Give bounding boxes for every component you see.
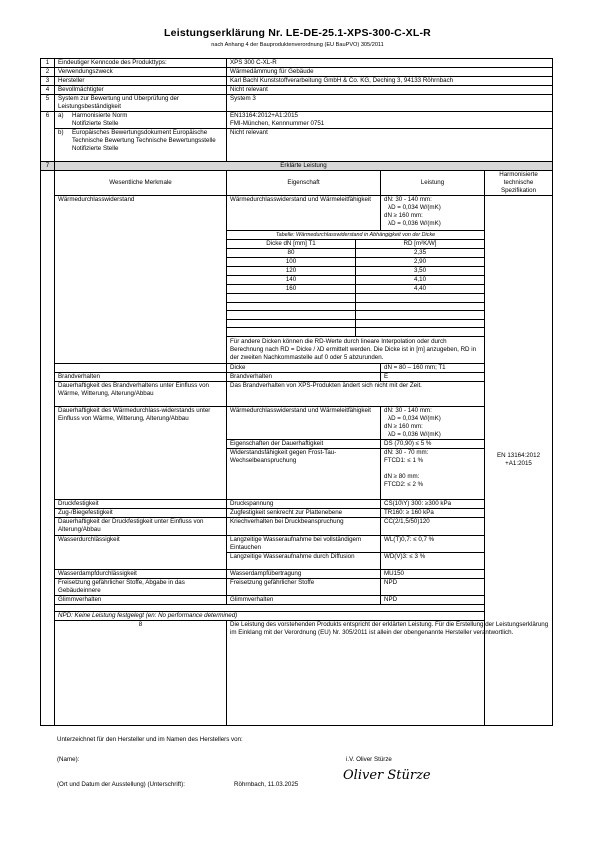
ead-value: Nicht relevant (227, 129, 553, 162)
empty-cell (356, 328, 485, 337)
thickness-label: Dicke (227, 363, 381, 372)
resistance-cell: 2,35 (356, 249, 485, 258)
column-headers (41, 171, 553, 196)
durability-property: Wärmedurchlasswiderstand und Wärmeleitfähigkeit (227, 406, 381, 439)
empty-cell (356, 294, 485, 303)
durability-feature: Dauerhaftigkeit des Wärmedurchlass-widerstands unter Einfluss von Wärme, Witterung, Alterung/Abbau (55, 406, 227, 499)
row-6a (41, 112, 553, 129)
durability-characteristics-value: DS (70,90) ≤ 5 % (381, 439, 485, 448)
thickness-value: dN = 80 – 160 mm; T1 (381, 363, 485, 372)
property: Langzeitige Wasseraufnahme durch Diffusion (227, 552, 381, 569)
row-number: 8 (55, 620, 227, 725)
feature: Glimmverhalten (55, 595, 227, 604)
harmonised-norm-label: Harmonisierte Norm (72, 112, 128, 119)
row-label: Hersteller (55, 77, 227, 86)
feature: Druckfestigkeit (55, 499, 227, 508)
freeze-thaw-value: dN: 30 - 70 mm: FTCD1: ≤ 1 % dN ≥ 80 mm: FTCD2: ≤ 2 % (381, 448, 485, 499)
resistance-cell: 2,90 (356, 258, 485, 267)
row-label: Verwendungszweck (55, 68, 227, 77)
row-value: XPS 300 C-XL-R (227, 59, 553, 68)
row-number: 1 (41, 59, 55, 68)
thermal-feature: Wärmedurchlasswiderstand (55, 196, 227, 364)
thermal-subtable-cell (227, 231, 485, 364)
fire-feature: Brandverhalten (55, 372, 227, 381)
empty-cell (356, 311, 485, 320)
row-value: System 3 (227, 95, 553, 112)
place-date-value: Röhrnbach, 11.03.2025 (234, 781, 299, 788)
npd-note: NPD: Keine Leistung festgelegt (en: No performance determined) (55, 611, 553, 620)
resistance-cell: 3,50 (356, 267, 485, 276)
value: TR160: ≥ 160 kPa (381, 508, 485, 517)
row-number: 7 (41, 162, 55, 171)
row-2 (41, 68, 553, 77)
place-date-label: (Ort und Datum der Ausstellung) (Unterschrift): (57, 781, 185, 788)
smoulder-row (41, 595, 553, 604)
thickness-cell: 80 (227, 249, 356, 258)
thickness-col-header: Dicke dN [mm] T1 (227, 240, 356, 249)
fire-row (41, 372, 553, 381)
document-title: Leistungserklärung Nr. LE-DE-25.1-XPS-300-C-XL-R (164, 27, 431, 39)
letter-a: a) (58, 112, 64, 119)
durability-performance: dN: 30 - 140 mm: λD = 0,034 W/(mK) dN ≥ 160 mm: λD = 0,036 W/(mK) (381, 406, 485, 439)
ead-label: Europäisches Bewertungsdokument Europäische Technische Bewertung Technische Bewertungsstelle Notifizierte Stelle (72, 129, 216, 152)
thermal-property: Wärmedurchlasswiderstand und Wärmeleitfähigkeit (227, 196, 381, 231)
row-6a-value (227, 112, 553, 129)
creep-row (41, 517, 553, 535)
row-label: Bevollmächtigter (55, 86, 227, 95)
row-number: 4 (41, 86, 55, 95)
fire-durability-text: Das Brandverhalten von XPS-Produkten ändert sich nicht mit der Zeit. (227, 381, 485, 406)
row-6b (41, 129, 553, 162)
fire-value: E (381, 372, 485, 381)
npd-row (41, 611, 553, 620)
row-label: System zur Bewertung und Überprüfung der Leistungsbeständigkeit (55, 95, 227, 112)
resistance-cell: 4,10 (356, 276, 485, 285)
thickness-cell: 100 (227, 258, 356, 267)
harmonised-spec-value: EN 13164:2012 +A1:2015 (485, 196, 553, 726)
notified-body-label: Notifizierte Stelle (72, 120, 119, 127)
header-performance: Leistung (381, 171, 485, 196)
vapour-row (41, 569, 553, 578)
property: Kriechverhalten bei Druckbeanspruchung (227, 517, 381, 535)
fire-durability-feature: Dauerhaftigkeit des Brandverhaltens unter Einfluss von Wärme, Witterung, Alterung/Abbau (55, 381, 227, 406)
feature: Wasserdurchlässigkeit (55, 535, 227, 569)
property: Langzeitige Wasseraufnahme bei vollständigem Eintauchen (227, 535, 381, 552)
header-feature: Wesentliche Merkmale (55, 171, 227, 196)
empty-cell (227, 294, 356, 303)
row-1 (41, 59, 553, 68)
value: WL(T)0,7: ≤ 0,7 % (381, 535, 485, 552)
row-value: Karl Bachl Kunststoffverarbeitung GmbH & Co. KG, Deching 3, 94133 Röhrnbach (227, 77, 553, 86)
row-number: 3 (41, 77, 55, 86)
feature: Wasserdampfdurchlässigkeit (55, 569, 227, 578)
thermal-row (41, 196, 553, 231)
value: WD(V)3: ≤ 3 % (381, 552, 485, 569)
property: Wasserdampfübertragung (227, 569, 381, 578)
row-3 (41, 77, 553, 86)
empty-cell (227, 302, 356, 311)
resistance-cell: 4,40 (356, 285, 485, 294)
empty-cell (356, 319, 485, 328)
declared-performance-title: Erklärte Leistung (55, 162, 553, 171)
value: NPD (381, 595, 485, 604)
feature: Dauerhaftigkeit der Druckfestigkeit unter Einfluss von Alterung/Abbau (55, 517, 227, 535)
thickness-cell: 160 (227, 285, 356, 294)
empty-cell (227, 311, 356, 320)
name-value: i.V. Oliver Stürze (346, 756, 392, 763)
durability-characteristics: Eigenschaften der Dauerhaftigkeit (227, 439, 381, 448)
thickness-table (227, 231, 484, 363)
row-6a-label (55, 112, 227, 129)
feature: Freisetzung gefährlicher Stoffe, Abgabe in das Gebäudeinnere (55, 578, 227, 595)
row-number: 5 (41, 95, 55, 112)
harmonised-norm-value: EN13164:2012+A1:2015 (230, 112, 298, 119)
property: Zugfestigkeit senkrecht zur Plattenebene (227, 508, 381, 517)
row-number: 6 (41, 112, 55, 162)
value: CC(2/1,5/50)120 (381, 517, 485, 535)
property: Glimmverhalten (227, 595, 381, 604)
thickness-cell: 120 (227, 267, 356, 276)
fire-property: Brandverhalten (227, 372, 381, 381)
interpolation-note: Für andere Dicken können die RD-Werte durch lineare Interpolation oder durch Berechnung nach RD = Dicke / λD ermittelt werden. Die Dicke ist in [m] anzugeben, RD in der zweiten Nachkommastelle auf 0 oder 5 abzurunden. (227, 336, 484, 363)
spacer-row (41, 604, 553, 611)
property: Freisetzung gefährlicher Stoffe (227, 578, 381, 595)
fire-durability-row (41, 381, 553, 406)
freeze-thaw-property: Widerstandsfähigkeit gegen Frost-Tau-Wechselbeanspruchung (227, 448, 381, 499)
tensile-row (41, 508, 553, 517)
signed-for-text: Unterzeichnet für den Hersteller und im Namen des Herstellers von: (57, 736, 243, 743)
responsibility-statement: Die Leistung des vorstehenden Produkts entspricht der erklärten Leistung. Für die Erstellung der Leistungserklärung im Einklang mit der Verordnung (EU) Nr. 305/2011 ist allein der obengenannte Hersteller verantwortlich. (230, 620, 549, 636)
value: NPD (381, 578, 485, 595)
header-property: Eigenschaft (227, 171, 381, 196)
row-label: Eindeutiger Kenncode des Produkttyps: (55, 59, 227, 68)
row-value: Nicht relevant (227, 86, 553, 95)
empty-cell (227, 319, 356, 328)
declaration-table (40, 58, 553, 726)
row-value: Wärmedämmung für Gebäude (227, 68, 553, 77)
signature: Oliver Stürze (343, 768, 431, 783)
row-5 (41, 95, 553, 112)
empty-cell (227, 328, 356, 337)
value: MU150 (381, 569, 485, 578)
notified-body-value: FMI-München, Kennnummer 0751 (230, 120, 325, 127)
row-6b-label (55, 129, 227, 162)
row-7-title (41, 162, 553, 171)
feature: Zug-/Biegefestigkeit (55, 508, 227, 517)
resistance-col-header: RD [m²K/W] (356, 240, 485, 249)
empty-cell (356, 302, 485, 311)
name-label: (Name): (57, 756, 80, 763)
thickness-table-caption: Tabelle: Wärmedurchlasswiderstand in Abhängigkeit von der Dicke (227, 231, 484, 240)
dangerous-substances-row (41, 578, 553, 595)
row-4 (41, 86, 553, 95)
thermal-performance: dN: 30 - 140 mm: λD = 0,034 W/(mK) dN ≥ 160 mm: λD = 0,036 W/(mK) (381, 196, 485, 231)
row-8-content (227, 620, 553, 725)
compressive-row (41, 499, 553, 508)
row-8 (41, 620, 553, 725)
durability-row (41, 406, 553, 439)
value: CS(10\Y) 300: ≥300 kPa (381, 499, 485, 508)
row-number: 2 (41, 68, 55, 77)
document-subtitle: nach Anhang 4 der Bauproduktenverordnung (EU BauPVO) 305/2011 (211, 42, 384, 48)
letter-b: b) (58, 129, 64, 136)
property: Druckspannung (227, 499, 381, 508)
thickness-cell: 140 (227, 276, 356, 285)
header-spec: Harmonisierte technische Spezifikation (485, 171, 553, 196)
water-immersion-row (41, 535, 553, 552)
thickness-row (41, 363, 553, 372)
